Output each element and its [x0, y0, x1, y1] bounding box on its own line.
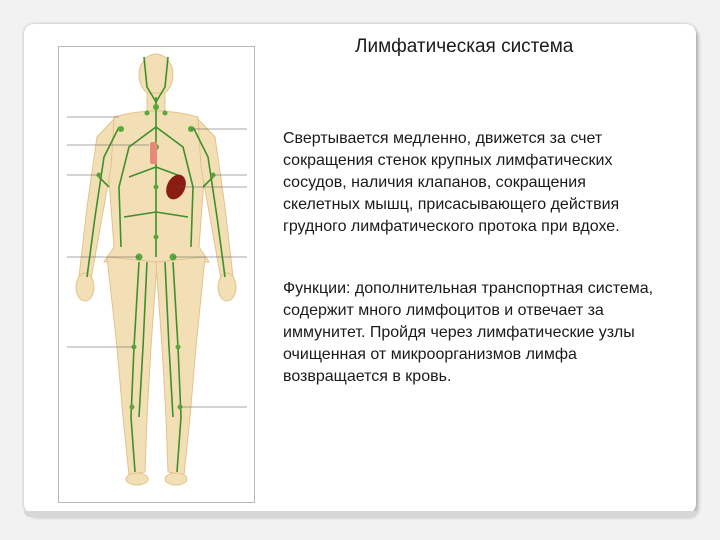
left-foot-shape — [126, 473, 148, 485]
functions-label: Функции: — [283, 280, 351, 297]
right-hand-shape — [218, 273, 236, 301]
left-leg-shape — [107, 257, 157, 475]
right-foot-shape — [165, 473, 187, 485]
functions-text: дополнительная транспортная система, содержит много лимфоцитов и отвечает за иммунитет. Пройдя через лимфатические узлы очищенная от микроорганизмов лимфа возвращается в кровь. — [283, 280, 654, 385]
thymus-shape — [150, 142, 157, 164]
lymphatic-system-illustration — [58, 46, 255, 503]
slide-title: Лимфатическая система — [355, 36, 574, 57]
body-figure-svg — [59, 47, 254, 502]
slide-bottom-bar — [24, 511, 697, 517]
left-hand-shape — [76, 273, 94, 301]
right-leg-shape — [156, 257, 205, 475]
description-paragraph: Свертывается медленно, движется за счет сокращения стенок крупных лимфатических сосудов, наличия клапанов, сокращения скелетных мышц, присасывающего действия грудного лимфатического протока при вдохе. — [283, 130, 620, 235]
functions-paragraph — [283, 278, 663, 388]
